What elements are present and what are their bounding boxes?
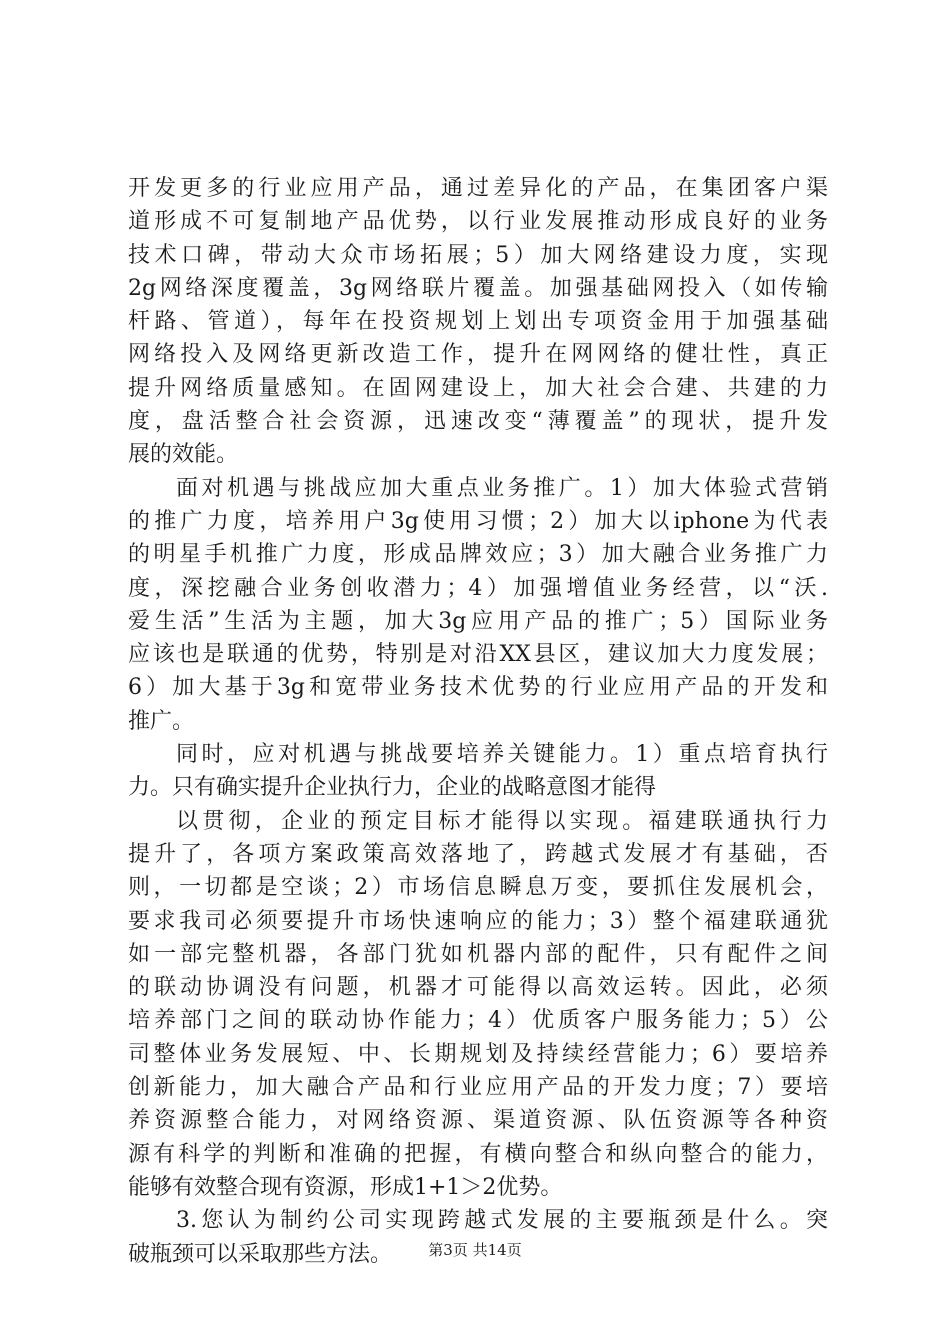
- page-number-footer: 第3页 共14页: [428, 1241, 522, 1259]
- text-line: 以贯彻，企业的预定目标才能得以实现。福建联通执行力: [176, 808, 828, 834]
- text-line: 的联动协调没有问题，机器才可能得以高效运转。因此，必须: [128, 975, 828, 1001]
- text-line: 度，深挖融合业务创收潜力；4）加强增值业务经营，以“沃.: [128, 575, 828, 601]
- text-line: 要求我司必须要提升市场快速响应的能力；3）整个福建联通犹: [128, 908, 828, 934]
- text-line: 道形成不可复制地产品优势，以行业发展推动形成良好的业务: [128, 209, 828, 235]
- text-line: 能够有效整合现有资源，形成1+1＞2优势。: [128, 1174, 563, 1200]
- text-line: 展的效能。: [128, 442, 239, 468]
- text-line: 力。只有确实提升企业执行力，企业的战略意图才能得: [128, 775, 657, 801]
- text-line: 杆路、管道），每年在投资规划上划出专项资金用于加强基础: [128, 309, 828, 335]
- text-line: 应该也是联通的优势，特别是对沿XX县区，建议加大力度发展；: [128, 642, 828, 668]
- text-line: 开发更多的行业应用产品，通过差异化的产品，在集团客户渠: [128, 176, 828, 201]
- text-line: 提升网络质量感知。在固网建设上，加大社会合建、共建的力: [128, 375, 828, 401]
- text-line: 技术口碑，带动大众市场拓展；5）加大网络建设力度，实现: [128, 242, 828, 268]
- body-text: [128, 172, 828, 1271]
- text-line: 爱生活”生活为主题，加大3g应用产品的推广；5）国际业务: [128, 608, 828, 634]
- text-line: 的明星手机推广力度，形成品牌效应；3）加大融合业务推广力: [128, 542, 828, 568]
- text-line: 培养部门之间的联动协作能力；4）优质客户服务能力；5）公: [128, 1008, 828, 1034]
- text-line: 2g网络深度覆盖，3g网络联片覆盖。加强基础网投入（如传输: [128, 275, 828, 301]
- text-line: 源有科学的判断和准确的把握，有横向整合和纵向整合的能力，: [128, 1141, 828, 1167]
- text-line: 同时，应对机遇与挑战要培养关键能力。1）重点培育执行: [176, 742, 828, 768]
- text-line: 网络投入及网络更新改造工作，提升在网网络的健壮性，真正: [128, 342, 828, 368]
- text-line: 推广。: [128, 708, 195, 734]
- text-line: 面对机遇与挑战应加大重点业务推广。1）加大体验式营销: [176, 475, 828, 501]
- text-line: 3.您认为制约公司实现跨越式发展的主要瓶颈是什么。突: [176, 1208, 828, 1234]
- text-line: 养资源整合能力，对网络资源、渠道资源、队伍资源等各种资: [128, 1108, 828, 1134]
- text-line: 6）加大基于3g和宽带业务技术优势的行业应用产品的开发和: [128, 675, 828, 701]
- text-line: 提升了，各项方案政策高效落地了，跨越式发展才有基础，否: [128, 841, 828, 867]
- text-line: 司整体业务发展短、中、长期规划及持续经营能力；6）要培养: [128, 1041, 828, 1067]
- text-line: 度，盘活整合社会资源，迅速改变“薄覆盖”的现状，提升发: [128, 409, 828, 435]
- text-line: 创新能力，加大融合产品和行业应用产品的开发力度；7）要培: [128, 1075, 828, 1101]
- text-line: 则，一切都是空谈；2）市场信息瞬息万变，要抓住发展机会，: [128, 875, 828, 901]
- text-line: 破瓶颈可以采取那些方法。: [128, 1241, 393, 1267]
- text-line: 如一部完整机器，各部门犹如机器内部的配件，只有配件之间: [128, 941, 828, 967]
- text-line: 的推广力度，培养用户3g使用习惯；2）加大以iphone为代表: [128, 508, 828, 534]
